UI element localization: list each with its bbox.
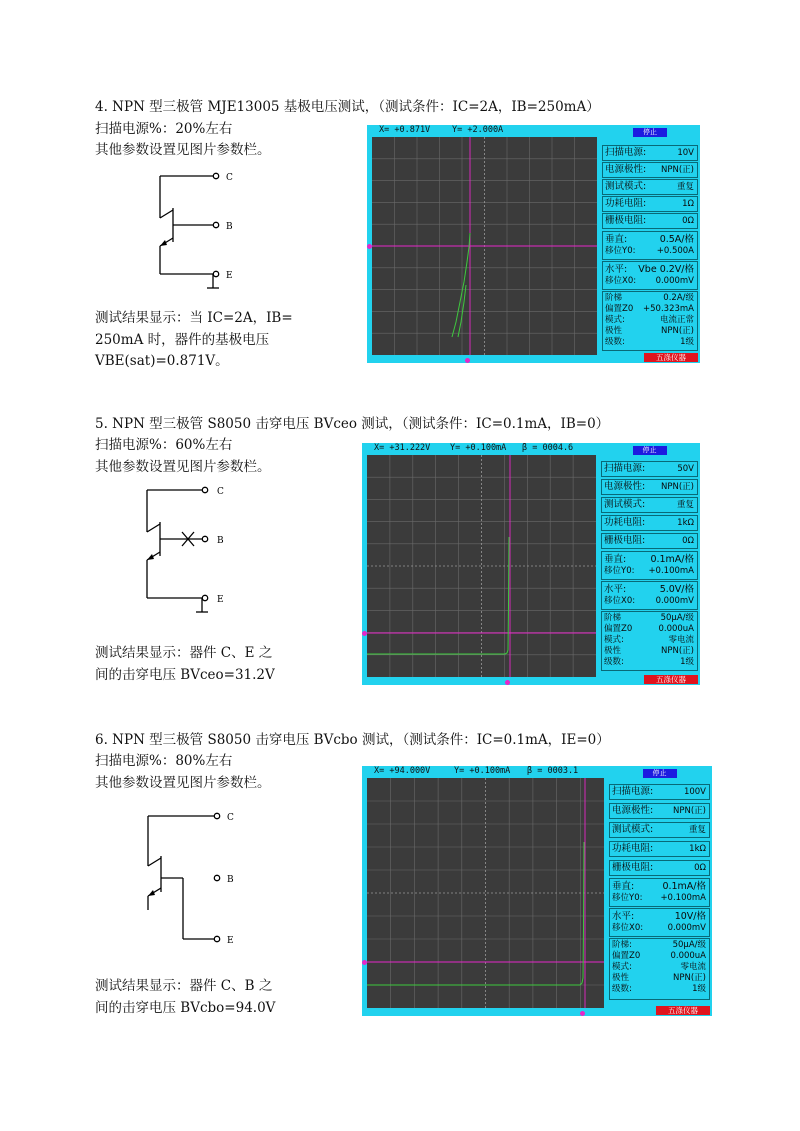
param-value: NPN(正) — [673, 973, 706, 983]
section-6-heading: 6. NPN 型三极管 S8050 击穿电压 BVcbo 测试，（测试条件：IC=0.1mA，IE=0） — [95, 732, 610, 748]
param-value: +0.100mA — [648, 566, 694, 576]
param-row — [601, 461, 698, 477]
param-line — [605, 264, 694, 275]
y-readout: Y= +0.100mA — [454, 766, 511, 776]
param-line — [612, 881, 706, 892]
param-row — [601, 479, 698, 495]
param-key: 阶梯: — [612, 940, 632, 950]
param-line — [604, 646, 694, 657]
param-key: 移位Y0: — [604, 566, 635, 576]
param-row — [602, 196, 698, 212]
param-value: 0.1mA/格 — [662, 881, 706, 892]
param-key: 偏置Z0 — [605, 304, 634, 314]
param-row — [601, 533, 698, 549]
param-key: 电源极性: — [604, 481, 646, 492]
pin-b-label: B — [226, 222, 233, 232]
param-value: 1级 — [680, 657, 694, 667]
param-key: 垂直: — [612, 881, 635, 892]
param-key: 极性 — [605, 326, 623, 336]
param-value: 0.2A/级 — [663, 293, 694, 303]
step-group — [601, 611, 698, 671]
param-row — [602, 145, 698, 161]
parameter-panel — [607, 766, 712, 1016]
param-line — [605, 234, 694, 245]
param-line — [604, 657, 694, 668]
param-line — [605, 293, 694, 304]
horizontal-group — [609, 908, 710, 937]
param-key: 测试模式: — [604, 499, 646, 510]
param-key: 垂直: — [605, 234, 628, 245]
param-line — [612, 962, 706, 973]
param-line — [604, 596, 694, 607]
param-key: 电源极性: — [605, 164, 647, 175]
param-value: 1级 — [692, 984, 706, 994]
param-line — [604, 584, 694, 595]
step-group — [609, 938, 710, 1000]
param-value: NPN(正) — [673, 806, 706, 816]
section-5-grid-and-trace — [367, 455, 596, 677]
param-line — [604, 554, 694, 565]
y-readout: Y= +0.100mA — [450, 443, 507, 453]
param-row — [601, 497, 698, 513]
param-key: 移位X0: — [604, 596, 636, 606]
param-key: 栅极电阻: — [604, 535, 646, 546]
x-axis-marker — [580, 1011, 585, 1016]
param-line — [605, 337, 694, 348]
param-key: 阶梯 — [604, 613, 622, 623]
oscilloscope-screen — [367, 455, 596, 677]
param-key: 模式: — [604, 635, 624, 645]
parameter-panel — [600, 125, 700, 363]
param-key: 栅极电阻: — [605, 215, 647, 226]
pin-c-label: C — [226, 173, 233, 183]
param-line — [612, 940, 706, 951]
param-row — [602, 179, 698, 195]
param-line — [605, 304, 694, 315]
param-row — [602, 162, 698, 178]
param-key: 极性 — [604, 646, 622, 656]
param-line — [612, 911, 706, 922]
param-key: 级数: — [612, 984, 632, 994]
param-line — [612, 893, 706, 904]
pin-c-label: C — [227, 813, 234, 823]
param-value: 10V/格 — [674, 911, 706, 922]
y-readout: Y= +2.000A — [452, 125, 504, 135]
horizontal-group — [602, 261, 698, 290]
param-key: 测试模式: — [605, 181, 647, 192]
param-value: 0.000mV — [667, 923, 706, 933]
horizontal-group — [601, 581, 698, 610]
beta-readout: β = 0004.6 — [522, 443, 574, 453]
param-value: 0.000mV — [655, 596, 694, 606]
param-key: 垂直: — [604, 554, 627, 565]
param-value: NPN(正) — [661, 326, 694, 336]
section-4-params-line: 其他参数设置见图片参数栏。 — [95, 142, 271, 158]
param-value: 10V — [677, 148, 694, 158]
step-group — [602, 291, 698, 351]
pin-e-label: E — [227, 936, 234, 946]
param-key: 扫描电源: — [612, 786, 654, 797]
param-key: 水平: — [605, 264, 628, 275]
section-6-grid-and-trace — [367, 778, 604, 1008]
param-value: 1级 — [680, 337, 694, 347]
y-axis-marker — [362, 631, 367, 636]
section-6-result-line-1: 测试结果显示：器件 C、B 之 — [95, 978, 273, 994]
section-6-params-line: 其他参数设置见图片参数栏。 — [95, 775, 271, 791]
param-line — [612, 923, 706, 934]
param-row — [602, 213, 698, 229]
param-value: 100V — [683, 787, 706, 797]
param-line — [612, 973, 706, 984]
param-key: 偏置Z0 — [612, 951, 641, 961]
param-key: 级数: — [604, 657, 624, 667]
parameter-panel — [599, 443, 700, 685]
param-key: 功耗电阻: — [605, 198, 647, 209]
param-value: 0Ω — [682, 536, 694, 546]
y-axis-marker — [362, 960, 367, 965]
param-value: NPN(正) — [661, 482, 694, 492]
section-4-curve-tracer-screenshot — [367, 125, 700, 363]
param-line — [604, 624, 694, 635]
param-value: 0Ω — [694, 863, 706, 873]
section-6-result-line-2: 间的击穿电压 BVcbo=94.0V — [95, 1000, 276, 1016]
param-value: +0.500A — [656, 246, 694, 256]
param-key: 偏置Z0 — [604, 624, 633, 634]
section-5-sweep-line: 扫描电源%：60%左右 — [95, 437, 233, 453]
param-key: 极性 — [612, 973, 630, 983]
stop-badge[interactable]: 停止 — [633, 446, 667, 455]
stop-badge[interactable]: 停止 — [643, 769, 677, 778]
param-key: 移位Y0: — [605, 246, 636, 256]
param-row — [609, 822, 710, 838]
param-value: 0Ω — [682, 216, 694, 226]
param-key: 级数: — [605, 337, 625, 347]
param-value: NPN(正) — [661, 165, 694, 175]
param-row — [609, 860, 710, 876]
param-value: 0.000uA — [670, 951, 706, 961]
pin-e-label: E — [226, 271, 233, 281]
section-4-sweep-line: 扫描电源%：20%左右 — [95, 121, 233, 137]
param-row — [609, 803, 710, 819]
section-4-result-line-1: 测试结果显示：当 IC=2A，IB= — [95, 310, 293, 326]
brand-label: 五涤仪器 — [656, 1006, 710, 1015]
param-value: 0.1mA/格 — [650, 554, 694, 565]
param-key: 扫描电源: — [605, 147, 647, 158]
vertical-group — [602, 231, 698, 260]
section-6-circuit-diagram — [135, 808, 280, 948]
brand-label: 五涤仪器 — [644, 675, 698, 684]
param-value: 5.0V/格 — [659, 584, 694, 595]
param-value: NPN(正) — [661, 646, 694, 656]
param-value: 0.5A/格 — [659, 234, 694, 245]
param-value: 电流正常 — [659, 315, 694, 325]
param-key: 测试模式: — [612, 824, 654, 835]
param-value: 1kΩ — [689, 844, 706, 854]
pin-c-label: C — [217, 487, 224, 497]
param-value: 零电流 — [680, 962, 706, 972]
pin-e-label: E — [217, 595, 224, 605]
section-4-result-line-2: 250mA 时，器件的基极电压 — [95, 332, 270, 348]
section-6-curve-tracer-screenshot — [362, 766, 712, 1016]
param-key: 栅极电阻: — [612, 862, 654, 873]
param-value: 50μA/级 — [660, 613, 694, 623]
param-value: 零电流 — [668, 635, 694, 645]
pin-b-label: B — [227, 875, 234, 885]
param-key: 移位Y0: — [612, 893, 643, 903]
param-line — [605, 315, 694, 326]
param-line — [612, 951, 706, 962]
x-readout: X= +31.222V — [374, 443, 431, 453]
section-5-params-line: 其他参数设置见图片参数栏。 — [95, 459, 271, 475]
y-axis-marker — [367, 244, 372, 249]
param-value: 重复 — [676, 500, 694, 510]
param-key: 电源极性: — [612, 805, 654, 816]
param-value: 50V — [677, 464, 694, 474]
vertical-group — [601, 551, 698, 580]
param-value: 重复 — [676, 182, 694, 192]
param-key: 水平: — [604, 584, 627, 595]
section-4-grid-and-trace — [372, 137, 597, 355]
param-value: 50μA/级 — [672, 940, 706, 950]
param-key: 模式: — [612, 962, 632, 972]
param-key: 移位X0: — [612, 923, 644, 933]
param-key: 水平: — [612, 911, 635, 922]
section-5-result-line-1: 测试结果显示：器件 C、E 之 — [95, 645, 273, 661]
pin-b-label: B — [217, 536, 224, 546]
param-line — [604, 613, 694, 624]
stop-badge[interactable]: 停止 — [633, 128, 667, 137]
vertical-group — [609, 878, 710, 907]
x-axis-marker — [465, 358, 470, 363]
section-4-result-line-3: VBE(sat)=0.871V。 — [95, 353, 229, 369]
param-key: 功耗电阻: — [604, 517, 646, 528]
section-4-heading: 4. NPN 型三极管 MJE13005 基极电压测试，（测试条件：IC=2A，IB=250mA） — [95, 99, 600, 115]
brand-label: 五涤仪器 — [644, 353, 698, 362]
param-line — [605, 276, 694, 287]
section-6-sweep-line: 扫描电源%：80%左右 — [95, 753, 233, 769]
section-5-circuit-diagram — [130, 482, 280, 622]
section-5-heading: 5. NPN 型三极管 S8050 击穿电压 BVceo 测试，（测试条件：IC=0.1mA，IB=0） — [95, 416, 610, 432]
param-line — [605, 246, 694, 257]
param-line — [605, 326, 694, 337]
param-key: 移位X0: — [605, 276, 637, 286]
param-row — [601, 515, 698, 531]
section-5-curve-tracer-screenshot — [362, 443, 700, 685]
param-row — [609, 784, 710, 800]
param-value: 重复 — [688, 825, 706, 835]
param-value: +50.323mA — [643, 304, 694, 314]
param-key: 扫描电源: — [604, 463, 646, 474]
param-value: 0.000uA — [658, 624, 694, 634]
param-row — [609, 841, 710, 857]
x-readout: X= +0.871V — [379, 125, 431, 135]
param-value: 1Ω — [682, 199, 694, 209]
param-line — [604, 566, 694, 577]
param-key: 模式: — [605, 315, 625, 325]
oscilloscope-screen — [367, 778, 604, 1008]
param-value: +0.100mA — [660, 893, 706, 903]
param-line — [604, 635, 694, 646]
x-readout: X= +94.000V — [374, 766, 431, 776]
param-line — [612, 984, 706, 995]
param-value: 0.000mV — [655, 276, 694, 286]
section-5-result-line-2: 间的击穿电压 BVceo=31.2V — [95, 667, 275, 683]
beta-readout: β = 0003.1 — [527, 766, 579, 776]
param-key: 功耗电阻: — [612, 843, 654, 854]
x-axis-marker — [505, 680, 510, 685]
param-value: 1kΩ — [677, 518, 694, 528]
oscilloscope-screen — [372, 137, 597, 355]
param-key: 阶梯 — [605, 293, 623, 303]
param-value: Vbe 0.2V/格 — [638, 264, 694, 275]
section-4-circuit-diagram — [140, 166, 280, 300]
